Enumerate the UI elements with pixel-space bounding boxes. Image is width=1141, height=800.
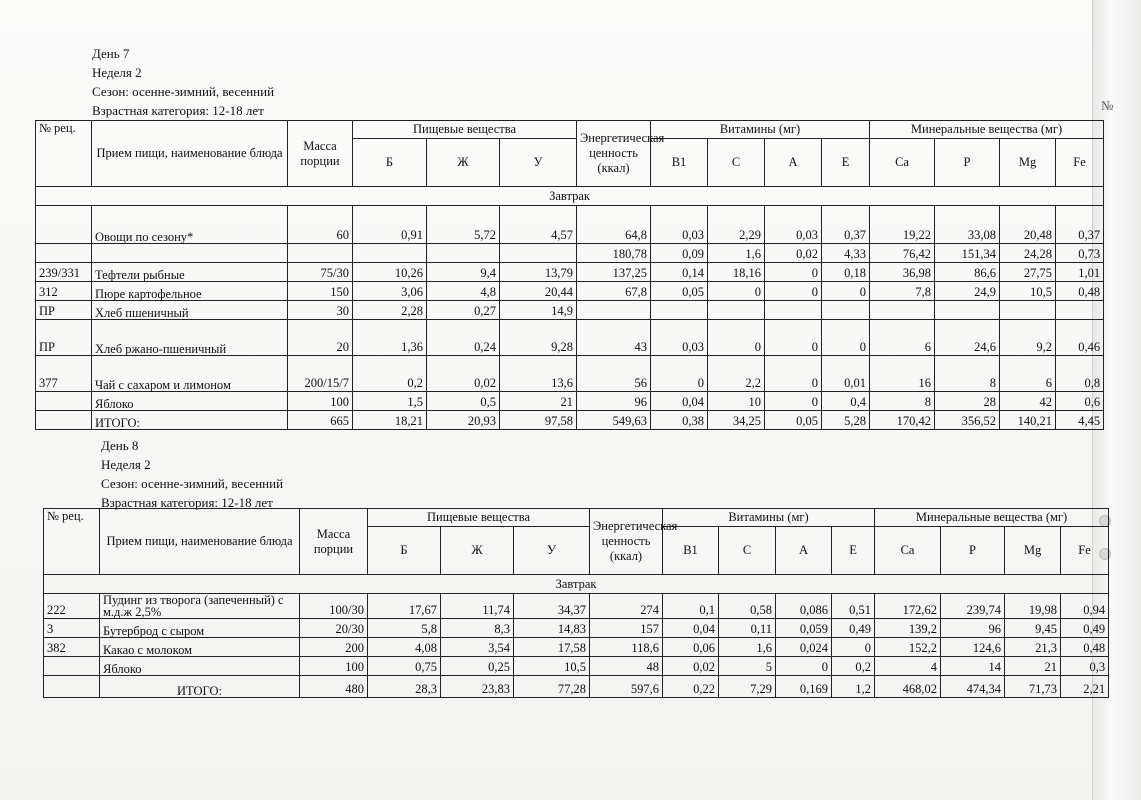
col-energy: Энергетическая ценность (ккал) [577, 121, 651, 187]
table-cell: 0,4 [822, 392, 870, 411]
table-cell: 14,83 [514, 619, 590, 638]
table-cell: 0,37 [1056, 206, 1104, 244]
table-cell: 0,73 [1056, 244, 1104, 263]
table-cell: 56 [577, 356, 651, 392]
table-cell: 36,98 [870, 263, 935, 282]
table-row [44, 638, 1109, 657]
col-vit-b1: B1 [663, 527, 719, 575]
col-protein: Б [368, 527, 441, 575]
day7-season: Сезон: осенне-зимний, весенний [92, 84, 275, 99]
table-cell: 0 [765, 320, 822, 356]
table-cell: 0,2 [353, 356, 427, 392]
table-cell: 152,2 [875, 638, 941, 657]
table-cell: Чай с сахаром и лимоном [92, 356, 288, 392]
col-ca: Ca [870, 139, 935, 187]
table-cell: 665 [288, 411, 353, 430]
table-cell: 64,8 [577, 206, 651, 244]
col-vit-b1: B1 [651, 139, 708, 187]
table-cell: Яблоко [92, 392, 288, 411]
table-cell: 10,5 [1000, 282, 1056, 301]
table-cell: 0,04 [663, 619, 719, 638]
table-cell: 21 [500, 392, 577, 411]
table-cell: 4,33 [822, 244, 870, 263]
table-cell: 16 [870, 356, 935, 392]
table-cell [708, 301, 765, 320]
table-cell: 124,6 [941, 638, 1005, 657]
table-cell: 27,75 [1000, 263, 1056, 282]
table-cell: 17,58 [514, 638, 590, 657]
table-cell: 139,2 [875, 619, 941, 638]
table-cell: 0,46 [1056, 320, 1104, 356]
table-cell: 28 [935, 392, 1000, 411]
table-cell: 0,1 [663, 594, 719, 619]
table-cell: 6 [870, 320, 935, 356]
table-cell: 18,21 [353, 411, 427, 430]
day7-menu-table [35, 120, 1104, 430]
table-cell: 180,78 [577, 244, 651, 263]
table-cell: 0 [832, 638, 875, 657]
table-cell: 274 [590, 594, 663, 619]
table-cell: 30 [288, 301, 353, 320]
table-cell: 42 [1000, 392, 1056, 411]
table-cell [288, 244, 353, 263]
col-protein: Б [353, 139, 427, 187]
table-cell: 356,52 [935, 411, 1000, 430]
table-cell: 20 [288, 320, 353, 356]
table-cell: 43 [577, 320, 651, 356]
table-cell: 0,25 [441, 657, 514, 676]
table-cell: 4,08 [368, 638, 441, 657]
table-cell: Пюре картофельное [92, 282, 288, 301]
table-cell: 0 [765, 263, 822, 282]
table-cell: 71,73 [1005, 676, 1061, 698]
table-cell: Хлеб пшеничный [92, 301, 288, 320]
table-cell: 14,9 [500, 301, 577, 320]
table-cell: 377 [36, 356, 92, 392]
table-cell: 0,14 [651, 263, 708, 282]
table-cell: 34,25 [708, 411, 765, 430]
col-portion-mass: Масса порции [288, 121, 353, 187]
table-cell: 0,37 [822, 206, 870, 244]
table-row [44, 594, 1109, 619]
table-cell: 0 [765, 392, 822, 411]
col-mg: Mg [1005, 527, 1061, 575]
table-cell: 0,51 [832, 594, 875, 619]
table-cell: 0,03 [651, 320, 708, 356]
col-p: P [941, 527, 1005, 575]
table-cell: 172,62 [875, 594, 941, 619]
table-cell: 0,24 [427, 320, 500, 356]
table-cell [36, 206, 92, 244]
table-cell: 549,63 [577, 411, 651, 430]
day7-day: День 7 [92, 46, 130, 61]
table-row [36, 320, 1104, 356]
table-cell [500, 244, 577, 263]
table-cell: 48 [590, 657, 663, 676]
table-cell: 7,29 [719, 676, 776, 698]
table-cell: 0,49 [1061, 619, 1109, 638]
table-cell: 17,67 [368, 594, 441, 619]
table-cell: 0,48 [1056, 282, 1104, 301]
col-vit-e: E [832, 527, 875, 575]
table-cell: 0 [822, 282, 870, 301]
table-cell: 597,6 [590, 676, 663, 698]
table-cell: 0,03 [765, 206, 822, 244]
table-cell: 239/331 [36, 263, 92, 282]
col-minerals: Минеральные вещества (мг) [870, 121, 1104, 139]
table-cell: 0,086 [776, 594, 832, 619]
table-cell: 0 [765, 356, 822, 392]
table-row [36, 263, 1104, 282]
col-vit-e: E [822, 139, 870, 187]
table-cell: 0,94 [1061, 594, 1109, 619]
table-cell [44, 657, 100, 676]
col-ca: Ca [875, 527, 941, 575]
table-cell: 4 [875, 657, 941, 676]
table-cell: 0,8 [1056, 356, 1104, 392]
table-cell: 20,93 [427, 411, 500, 430]
table-cell: 0,059 [776, 619, 832, 638]
table-cell: 96 [941, 619, 1005, 638]
table-cell: 480 [300, 676, 368, 698]
table-cell: 0,04 [651, 392, 708, 411]
table-cell: ПР [36, 301, 92, 320]
col-rec-number: № рец. [44, 509, 100, 575]
table-cell: 77,28 [514, 676, 590, 698]
day8-menu-table [43, 508, 1109, 698]
table-cell: 0,38 [651, 411, 708, 430]
table-cell: 0,03 [651, 206, 708, 244]
table-cell: 97,58 [500, 411, 577, 430]
table-cell: 0,2 [832, 657, 875, 676]
table-cell: 9,28 [500, 320, 577, 356]
table-cell: 3,06 [353, 282, 427, 301]
table-cell: Овощи по сезону* [92, 206, 288, 244]
table-cell [935, 301, 1000, 320]
table-cell: 100 [300, 657, 368, 676]
col-rec-number: № рец. [36, 121, 92, 187]
table-cell: 8,3 [441, 619, 514, 638]
table-cell: 11,74 [441, 594, 514, 619]
table-cell [36, 244, 92, 263]
col-carbs: У [500, 139, 577, 187]
table-cell: 1,36 [353, 320, 427, 356]
table-row [44, 657, 1109, 676]
table-cell: 5,72 [427, 206, 500, 244]
table-cell: 0,02 [663, 657, 719, 676]
table-cell: 20/30 [300, 619, 368, 638]
col-portion-mass: Масса порции [300, 509, 368, 575]
col-fe: Fe [1056, 139, 1104, 187]
table-cell: 0,05 [651, 282, 708, 301]
table-cell: 24,9 [935, 282, 1000, 301]
col-fat: Ж [427, 139, 500, 187]
table-row [36, 301, 1104, 320]
table-cell: 13,79 [500, 263, 577, 282]
adjacent-page-label: № [1101, 98, 1114, 113]
table-cell: 67,8 [577, 282, 651, 301]
col-energy: Энергетическая ценность (ккал) [590, 509, 663, 575]
table-cell [427, 244, 500, 263]
table-cell: 2,29 [708, 206, 765, 244]
table-cell: 10,5 [514, 657, 590, 676]
table-cell: 468,02 [875, 676, 941, 698]
col-vitamins: Витамины (мг) [651, 121, 870, 139]
col-meal-name: Прием пищи, наименование блюда [100, 509, 300, 575]
table-cell: 4,45 [1056, 411, 1104, 430]
col-nutrients: Пищевые вещества [368, 509, 590, 527]
section-breakfast: Завтрак [36, 187, 1104, 206]
table-cell: ИТОГО: [92, 411, 288, 430]
table-cell: 0,49 [832, 619, 875, 638]
table-cell: Хлеб ржано-пшеничный [92, 320, 288, 356]
table-cell: 2,21 [1061, 676, 1109, 698]
table-cell: 0,024 [776, 638, 832, 657]
table-cell: 1,6 [719, 638, 776, 657]
table-cell: 0,22 [663, 676, 719, 698]
table-cell [44, 676, 100, 698]
table-cell: 1,5 [353, 392, 427, 411]
table-cell: 4,57 [500, 206, 577, 244]
table-cell [1056, 301, 1104, 320]
table-cell: 3 [44, 619, 100, 638]
table-row [44, 676, 1109, 698]
table-cell: 100 [288, 392, 353, 411]
table-cell: 0,75 [368, 657, 441, 676]
table-cell: 0 [708, 282, 765, 301]
day8-season: Сезон: осенне-зимний, весенний [101, 476, 284, 491]
col-nutrients: Пищевые вещества [353, 121, 577, 139]
table-cell: 6 [1000, 356, 1056, 392]
table-cell: 1,2 [832, 676, 875, 698]
table-cell: 23,83 [441, 676, 514, 698]
day7-meta [92, 44, 274, 120]
table-cell [577, 301, 651, 320]
section-breakfast: Завтрак [44, 575, 1109, 594]
col-fat: Ж [441, 527, 514, 575]
table-cell: 2,2 [708, 356, 765, 392]
table-row [36, 244, 1104, 263]
table-cell: 0 [765, 282, 822, 301]
table-cell: 0,6 [1056, 392, 1104, 411]
table-cell: 0,169 [776, 676, 832, 698]
table-cell: 2,28 [353, 301, 427, 320]
table-cell [353, 244, 427, 263]
table-cell: 19,98 [1005, 594, 1061, 619]
table-cell: 28,3 [368, 676, 441, 698]
table-cell: Пудинг из творога (запеченный) с м.д.ж 2,5% [100, 594, 300, 619]
table-cell: 8 [870, 392, 935, 411]
table-cell: 3,54 [441, 638, 514, 657]
table-cell: 7,8 [870, 282, 935, 301]
table-row [36, 411, 1104, 430]
table-cell [651, 301, 708, 320]
table-row [44, 619, 1109, 638]
table-cell [36, 392, 92, 411]
table-cell: 157 [590, 619, 663, 638]
table-cell: 9,2 [1000, 320, 1056, 356]
table-cell [1000, 301, 1056, 320]
table-cell: 0,27 [427, 301, 500, 320]
table-cell: 96 [577, 392, 651, 411]
table-cell: 0,18 [822, 263, 870, 282]
table-cell: 0 [708, 320, 765, 356]
col-carbs: У [514, 527, 590, 575]
table-cell: 0 [651, 356, 708, 392]
table-cell: 140,21 [1000, 411, 1056, 430]
table-cell: 5,8 [368, 619, 441, 638]
table-cell: 20,44 [500, 282, 577, 301]
table-cell: 0,05 [765, 411, 822, 430]
table-cell: 8 [935, 356, 1000, 392]
table-cell: 21,3 [1005, 638, 1061, 657]
table-cell: Бутерброд с сыром [100, 619, 300, 638]
col-minerals: Минеральные вещества (мг) [875, 509, 1109, 527]
col-vit-c: C [708, 139, 765, 187]
table-cell: 239,74 [941, 594, 1005, 619]
table-cell: 76,42 [870, 244, 935, 263]
table-cell [870, 301, 935, 320]
col-vit-a: A [765, 139, 822, 187]
table-cell: 0 [822, 320, 870, 356]
table-cell [765, 301, 822, 320]
table-cell: 18,16 [708, 263, 765, 282]
table-cell: 0,58 [719, 594, 776, 619]
table-cell: 0 [776, 657, 832, 676]
day8-age: Взрастная категория: 12-18 лет [101, 495, 273, 510]
table-cell: 100/30 [300, 594, 368, 619]
table-cell: 34,37 [514, 594, 590, 619]
table-cell: 24,28 [1000, 244, 1056, 263]
table-cell: 86,6 [935, 263, 1000, 282]
table-cell: 13,6 [500, 356, 577, 392]
table-cell: 10 [708, 392, 765, 411]
table-cell: 0,02 [427, 356, 500, 392]
table-cell: 9,4 [427, 263, 500, 282]
table-row [36, 356, 1104, 392]
table-cell: Какао с молоком [100, 638, 300, 657]
day7-week: Неделя 2 [92, 65, 142, 80]
table-cell: 20,48 [1000, 206, 1056, 244]
table-row [36, 392, 1104, 411]
table-cell: 222 [44, 594, 100, 619]
table-cell: 0,02 [765, 244, 822, 263]
table-cell: 150 [288, 282, 353, 301]
table-cell: 21 [1005, 657, 1061, 676]
table-cell: 0,91 [353, 206, 427, 244]
table-cell: 200/15/7 [288, 356, 353, 392]
day8-day: День 8 [101, 438, 139, 453]
table-cell: 4,8 [427, 282, 500, 301]
table-cell: 10,26 [353, 263, 427, 282]
table-cell: 118,6 [590, 638, 663, 657]
table-cell: Яблоко [100, 657, 300, 676]
table-cell: 0,3 [1061, 657, 1109, 676]
table-cell: 0,09 [651, 244, 708, 263]
table-cell: 382 [44, 638, 100, 657]
table-row [36, 282, 1104, 301]
table-cell: 14 [941, 657, 1005, 676]
table-cell: 0,06 [663, 638, 719, 657]
table-cell: 33,08 [935, 206, 1000, 244]
table-cell: 474,34 [941, 676, 1005, 698]
table-cell: 0,48 [1061, 638, 1109, 657]
table-cell: 24,6 [935, 320, 1000, 356]
table-cell [822, 301, 870, 320]
table-cell: 60 [288, 206, 353, 244]
table-cell: 137,25 [577, 263, 651, 282]
table-cell: 1,6 [708, 244, 765, 263]
col-mg: Mg [1000, 139, 1056, 187]
col-vit-c: C [719, 527, 776, 575]
table-cell: 151,34 [935, 244, 1000, 263]
day8-meta [101, 436, 283, 512]
col-vit-a: A [776, 527, 832, 575]
table-cell: Тефтели рыбные [92, 263, 288, 282]
col-fe: Fe [1061, 527, 1109, 575]
table-cell: 75/30 [288, 263, 353, 282]
table-cell [36, 411, 92, 430]
col-vitamins: Витамины (мг) [663, 509, 875, 527]
day8-week: Неделя 2 [101, 457, 151, 472]
table-cell: ПР [36, 320, 92, 356]
table-cell: 1,01 [1056, 263, 1104, 282]
table-cell [92, 244, 288, 263]
table-row [36, 206, 1104, 244]
table-cell: 200 [300, 638, 368, 657]
table-cell: 312 [36, 282, 92, 301]
table-cell: 5 [719, 657, 776, 676]
table-cell: 19,22 [870, 206, 935, 244]
table-cell: 0,11 [719, 619, 776, 638]
col-p: P [935, 139, 1000, 187]
table-cell: 0,5 [427, 392, 500, 411]
day7-age: Взрастная категория: 12-18 лет [92, 103, 264, 118]
table-cell: ИТОГО: [100, 676, 300, 698]
table-cell: 0,01 [822, 356, 870, 392]
col-meal-name: Прием пищи, наименование блюда [92, 121, 288, 187]
table-cell: 9,45 [1005, 619, 1061, 638]
table-cell: 5,28 [822, 411, 870, 430]
table-cell: 170,42 [870, 411, 935, 430]
